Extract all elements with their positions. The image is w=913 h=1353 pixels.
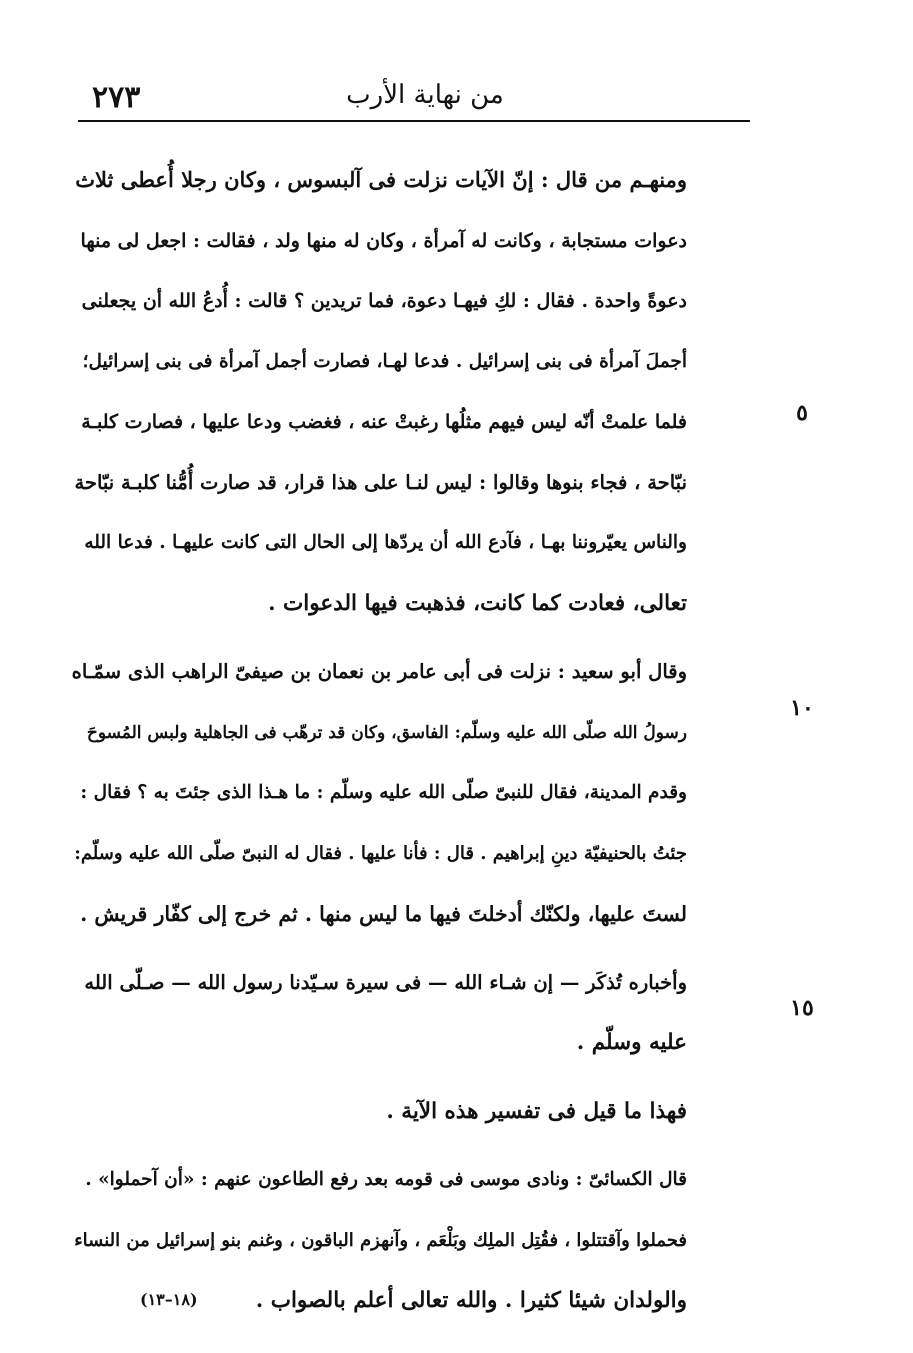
text-line: فحملوا وآقتتلوا ، فقُتِل الملِك وبَلْعَم ، وآنهزم الباقون ، وغنم بنو إسرائيل من النساء [74,1229,687,1251]
text-line: جئتُ بالحنيفيّة دينِ إبراهيم . قال : فأنا عليها . فقال له النبىّ صلّى الله عليه وسلّم: [74,842,687,864]
text-line: تعالى، فعادت كما كانت، فذهبت فيها الدعوات . [268,590,687,616]
text-line: لستَ عليها، ولكنّك أدخلتَ فيها ما ليس منها . ثم خرج إلى كفّار قريش . [80,902,687,926]
text-line: وقال أبو سعيد : نزلت فى أبى عامر بن نعمان بن صيفىّ الراهب الذى سمّـاه [71,660,687,683]
running-title: من نهاية الأرب [346,80,504,110]
text-line: دعوات مستجابة ، وكانت له آمرأة ، وكان له منها ولد ، فقالت : اجعل لى منها [80,229,687,252]
text-line: وقدم المدينة، فقال للنبىّ صلّى الله عليه وسلّم : ما هـذا الذى جئتَ به ؟ فقال : [80,782,687,803]
text-line: والناس يعيّروننا بهـا ، فآدع الله أن يردّها إلى الحال التى كانت عليهـا . فدعا الله [84,532,687,553]
margin-line-number: ١٥ [790,995,814,1021]
paragraph [70,1082,715,1143]
page-number: ٢٧٣ [92,80,141,115]
paragraph [70,642,715,945]
page-header [0,0,913,130]
text-line: والولدان شيئا كثيرا . والله تعالى أعلم بالصواب . [255,1288,687,1313]
signature-mark: (١٨–١٣) [140,1290,198,1309]
paragraph [70,953,715,1074]
text-line: فلما علمتْ أنّه ليس فيهم مثلُها رغبتْ عنه ، فغضب ودعا عليها ، فصارت كلبـة [81,411,687,433]
header-rule [78,120,750,122]
text-line: نبّاحة ، فجاء بنوها وقالوا : ليس لنـا على هذا قرار، قد صارت أُمُّنا كلبـة نبّاحة [74,470,687,494]
margin-line-number: ١٠ [790,695,814,721]
paragraph [70,150,715,634]
text-line: رسولُ الله صلّى الله عليه وسلّم: الفاسق، وكان قد ترهّب فى الجاهلية ولبس المُسوحَ [86,722,687,743]
text-line: أجملَ آمرأة فى بنى إسرائيل . فدعا لهـا، فصارت أجمل آمرأة فى بنى إسرائيل؛ [82,350,687,372]
text-line: فهذا ما قيل فى تفسير هذه الآية . [386,1098,687,1124]
text-line: وأخباره تُذكَر — إن شـاء الله — فى سيرة سـيّدنا رسول الله — صـلّى الله [84,970,687,994]
text-line: ومنهـم من قال : إنّ الآيات نزلت فى آلبسوس ، وكان رجلا أُعطى ثلاث [75,167,687,192]
text-line: دعوةً واحدة . فقال : لكِ فيهـا دعوة، فما تريدين ؟ قالت : أُدعُ الله أن يجعلنى [81,290,687,312]
main-text [70,150,715,1340]
margin-line-number: ٥ [796,400,808,426]
text-line: عليه وسلّم . [576,1030,687,1055]
text-line: قال الكسائىّ : ونادى موسى فى قومه بعد رفع الطاعون عنهم : «أن آحملوا» . [85,1169,687,1190]
